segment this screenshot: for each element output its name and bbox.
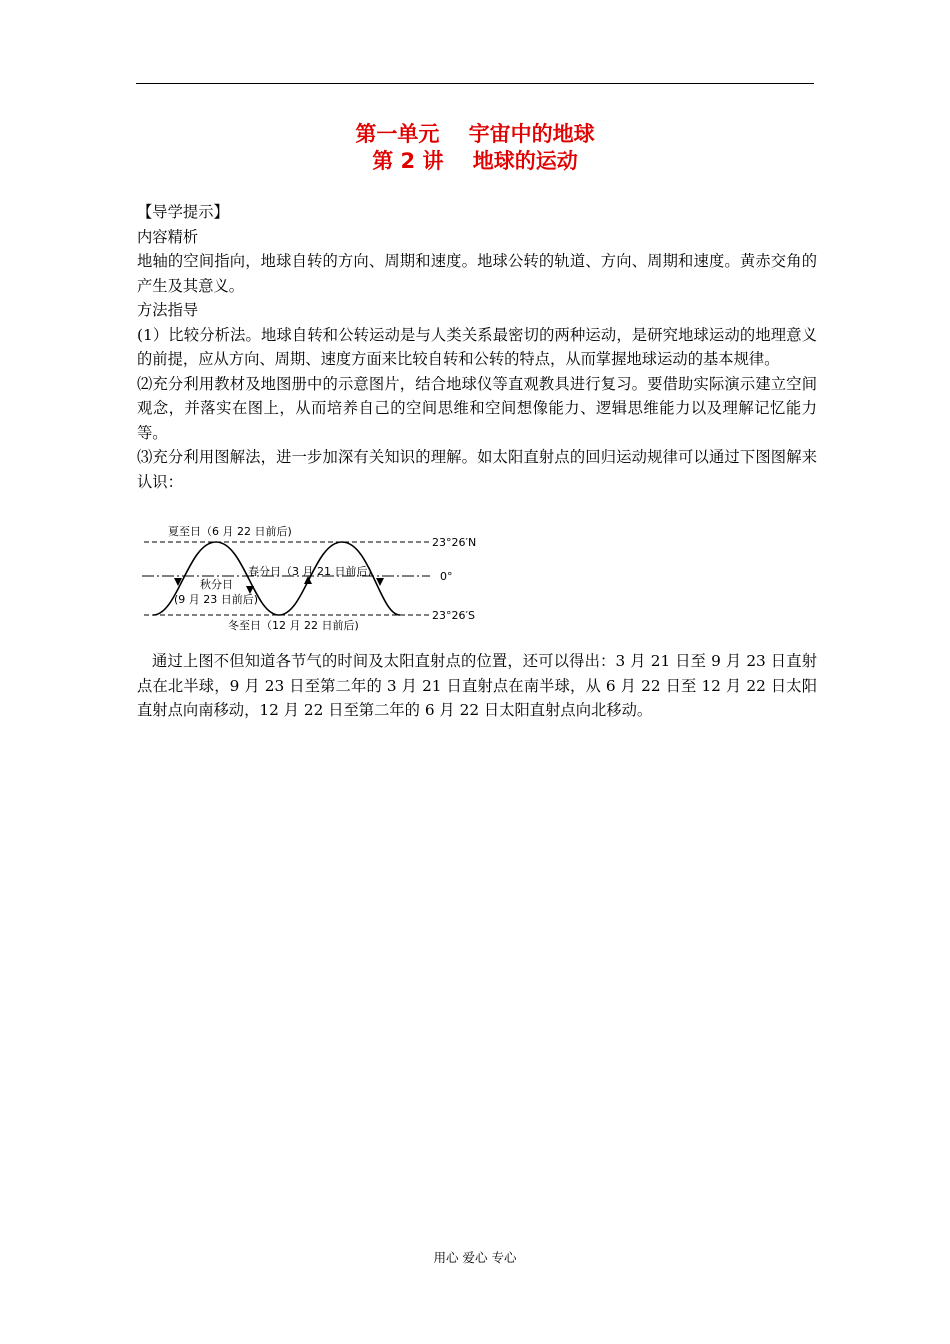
guide-header: 【导学提示】 [137, 203, 229, 221]
subsolar-point-diagram [140, 520, 485, 635]
summary-text: 通过上图不但知道各节气的时间及太阳直射点的位置，还可以得出：3 月 21 日至 9 月 23 日直射点在北半球，9 月 23 日至第二年的 3 月 21 日直射点在南半球，从 6 月 22 日至 12 月 22 日太阳直射点向南移动，12 月 22 日至第二年的 6 月 22 日太阳直射点向北移动。 [137, 652, 817, 719]
method-item-3: ⑶充分利用图解法，进一步加深有关知识的理解。如太阳直射点的回归运动规律可以通过下图图解来认识： [137, 448, 817, 491]
lat-zero-label: 0° [440, 570, 453, 583]
guide-section [137, 200, 817, 494]
summary-section [137, 649, 817, 723]
page-footer: 用心 爱心 专心 [433, 1250, 517, 1265]
content-title: 内容精析 [137, 227, 199, 246]
spring-equinox-label: 春分日（3 月 21 日前后) [248, 565, 372, 578]
winter-solstice-label: 冬至日（12 月 22 日前后) [228, 619, 359, 632]
summer-solstice-label: 夏至日（6 月 22 日前后) [168, 525, 292, 538]
lat-north-label: 23°26′N [432, 536, 477, 549]
content-text: 地轴的空间指向，地球自转的方向、周期和速度。地球公转的轨道、方向、周期和速度。黄赤交角的产生及其意义。 [137, 252, 817, 295]
lat-south-label: 23°26′S [432, 609, 475, 622]
method-item-2: ⑵充分利用教材及地图册中的示意图片，结合地球仪等直观教具进行复习。要借助实际演示建立空间观念，并落实在图上，从而培养自己的空间思维和空间想像能力、逻辑思维能力以及理解记忆能力等。 [137, 374, 817, 442]
lesson-title: 第 2 讲 地球的运动 [372, 149, 578, 173]
header-rule [136, 83, 814, 84]
unit-title: 第一单元 宇宙中的地球 [355, 122, 595, 146]
autumn-equinox-date: (9 月 23 日前后) [174, 593, 259, 606]
method-title: 方法指导 [137, 301, 199, 319]
method-item-1: (1）比较分析法。地球自转和公转运动是与人类关系最密切的两种运动，是研究地球运动的地理意义的前提，应从方向、周期、速度方面来比较自转和公转的特点，从而掌握地球运动的基本规律。 [137, 325, 817, 368]
autumn-equinox-label: 秋分日 [200, 578, 233, 591]
